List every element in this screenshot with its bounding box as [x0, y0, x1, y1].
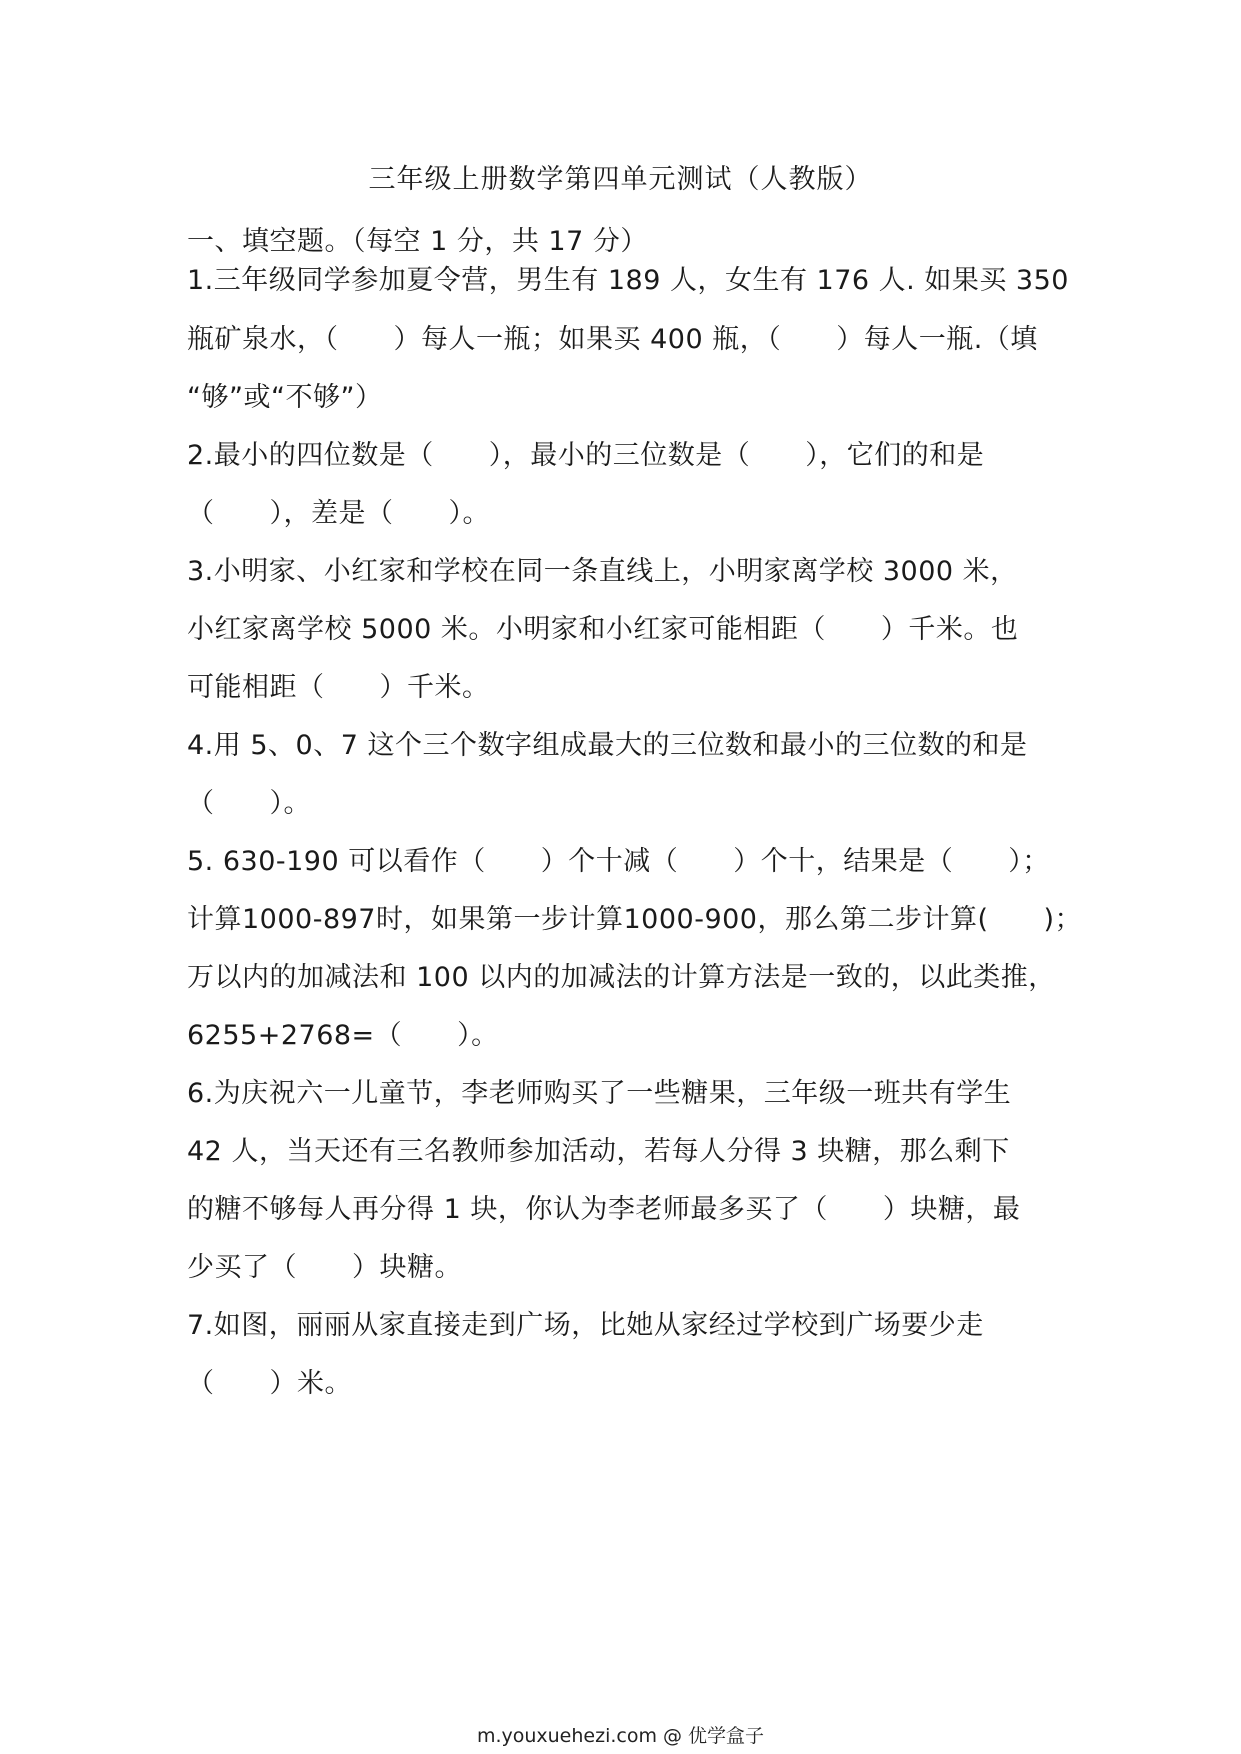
question-3-line-2: 小红家离学校 5000 米。小明家和小红家可能相距（ ）千米。也 [187, 614, 1019, 645]
question-7-line-2: （ ）米。 [187, 1368, 352, 1399]
question-6-line-2: 42 人，当天还有三名教师参加活动，若每人分得 3 块糖，那么剩下 [187, 1136, 1010, 1167]
question-6-line-1: 6.为庆祝六一儿童节，李老师购买了一些糖果，三年级一班共有学生 [187, 1078, 1012, 1109]
question-6-line-4: 少买了（ ）块糖。 [187, 1252, 462, 1283]
question-7-line-1: 7.如图，丽丽从家直接走到广场，比她从家经过学校到广场要少走 [187, 1310, 984, 1341]
question-3-line-1: 3.小明家、小红家和学校在同一条直线上，小明家离学校 3000 米， [187, 556, 1018, 587]
page-title: 三年级上册数学第四单元测试（人教版） [368, 164, 873, 195]
question-1-line-1: 1.三年级同学参加夏令营，男生有 189 人，女生有 176 人. 如果买 350 [187, 265, 1069, 296]
question-1-line-3: “够”或“不够”） [187, 382, 383, 413]
question-5-line-2: 计算1000-897时，如果第一步计算1000-900，那么第二步计算( )； [187, 904, 1083, 935]
question-2-line-2: （ ），差是（ ）。 [187, 498, 490, 529]
question-5-line-1: 5. 630-190 可以看作（ ）个十减（ ）个十，结果是（ ）； [187, 846, 1050, 877]
question-5-line-4: 6255+2768=（ ）。 [187, 1020, 499, 1051]
question-5-line-3: 万以内的加减法和 100 以内的加减法的计算方法是一致的，以此类推， [187, 962, 1056, 993]
question-1-line-2: 瓶矿泉水，（ ）每人一瓶；如果买 400 瓶，（ ）每人一瓶.（填 [187, 324, 1038, 355]
question-2-line-1: 2.最小的四位数是（ ），最小的三位数是（ ），它们的和是 [187, 440, 985, 471]
footer-watermark: m.youxuehezi.com @ 优学盒子 [476, 1725, 765, 1747]
section-heading: 一、填空题。（每空 1 分，共 17 分） [187, 226, 648, 257]
question-3-line-3: 可能相距（ ）千米。 [187, 672, 490, 703]
question-6-line-3: 的糖不够每人再分得 1 块，你认为李老师最多买了（ ）块糖，最 [187, 1194, 1021, 1225]
question-4-line-2: （ ）。 [187, 788, 311, 819]
question-4-line-1: 4.用 5、0、7 这个三个数字组成最大的三位数和最小的三位数的和是 [187, 730, 1028, 761]
